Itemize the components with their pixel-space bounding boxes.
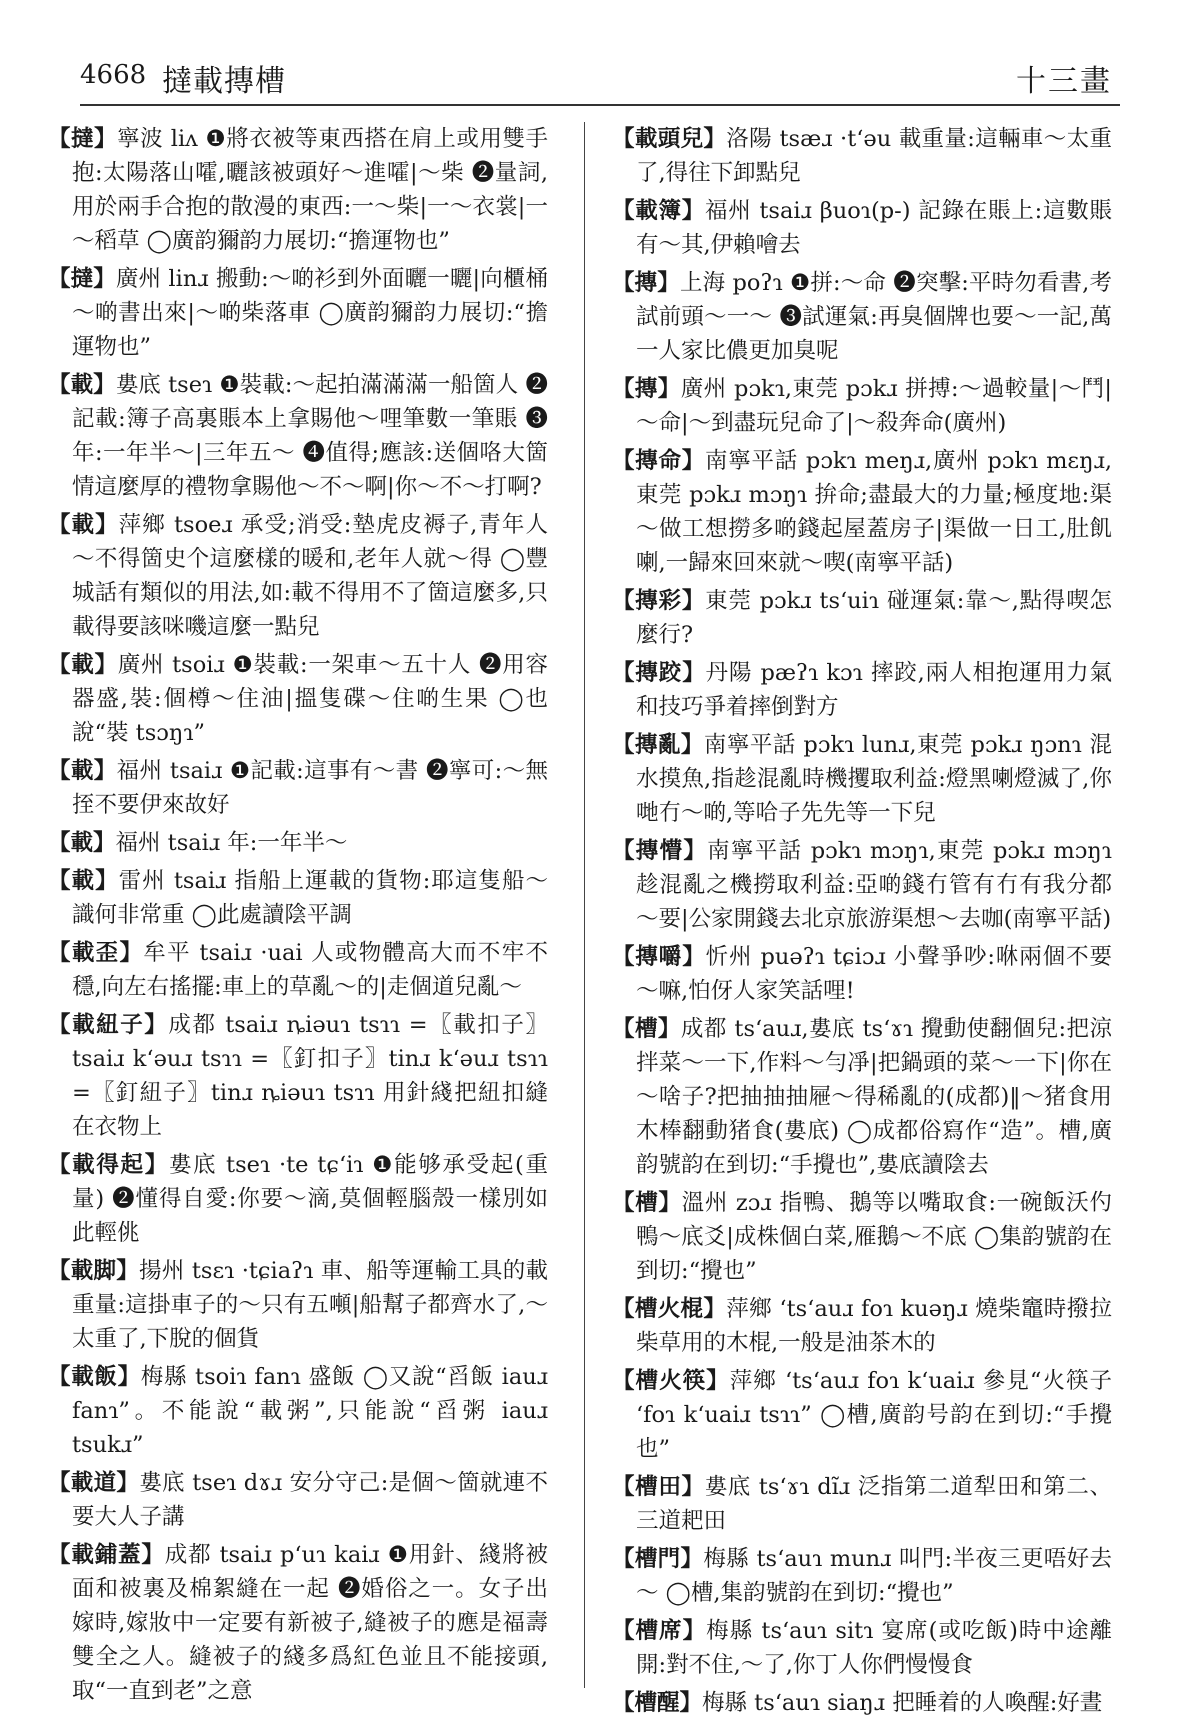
entry-text: 牟平 tsaiɹ ·uai 人或物體高大而不牢不穩,向左右搖擺:車上的草亂～的|走個道兒亂～: [72, 940, 548, 1000]
entry-headword: 【載】: [48, 830, 116, 856]
dictionary-entry: [48, 1360, 548, 1462]
dictionary-entry: [48, 936, 548, 1004]
dictionary-entry: [612, 122, 1112, 190]
dictionary-entry: [48, 826, 548, 860]
dictionary-entry: [612, 1470, 1112, 1538]
entry-text: 南寧平話 pɔkɿ lunɹ,東莞 pɔkɹ ŋɔnɿ 混水摸魚,指趁混亂時機攫取利益:燈黑喇燈滅了,你哋冇～啲,等哈子先先等一下兒: [636, 732, 1112, 826]
header-title: 撻載摶槽: [162, 64, 286, 99]
entry-headword: 【槽門】: [612, 1546, 704, 1572]
dictionary-entry: [48, 754, 548, 822]
entry-text: 梅縣 tsoiɿ fanɿ 盛飯 ◯又說“舀飯 iauɹ fanɿ”。不能說“載粥”,只能說“舀粥 iauɹ tsukɹ”: [72, 1364, 548, 1458]
dictionary-entry: [612, 656, 1112, 724]
entry-headword: 【載紐子】: [48, 1012, 169, 1038]
dictionary-entry: [612, 834, 1112, 936]
column-divider: [584, 122, 585, 1688]
dictionary-entry: [612, 1542, 1112, 1610]
entry-text: 福州 tsaiɹ ❶記載:這事有～書 ❷寧可:～無挃不要伊來故好: [72, 758, 548, 818]
entry-headword: 【槽席】: [612, 1618, 707, 1644]
dictionary-entry: [612, 940, 1112, 1008]
entry-text: 成都 tsaiɹ ȵiəuɿ tsɿɿ =〖載扣子〗tsaiɹ kʻəuɹ tsɿɿ =〖釘扣子〗tinɹ kʻəuɹ tsɿɿ =〖釘紐子〗tinɹ ȵiəuɿ tsɿɿ 用針綫把紐扣縫在衣物上: [72, 1012, 548, 1140]
dictionary-entry: [48, 1466, 548, 1534]
dictionary-entry: [612, 1686, 1112, 1720]
page-header: [80, 40, 1120, 106]
entry-headword: 【槽】: [612, 1016, 681, 1042]
entry-text: 梅縣 tsʻauɿ siaŋɹ 把睡着的人喚醒:好晝: [702, 1690, 1103, 1716]
entry-headword: 【槽火棍】: [612, 1296, 727, 1322]
entry-text: 南寧平話 pɔkɿ meŋɹ,廣州 pɔkɿ mɛŋɹ,東莞 pɔkɹ mɔŋɿ 拚命;盡最大的力量;極度地:渠～做工想撈多啲錢起屋蓋房子|渠做一日工,肚飢喇,一歸來回來就～喫(南寧平話): [636, 448, 1112, 576]
dictionary-entry: [48, 262, 548, 364]
entry-text: 婁底 tseɿ dɤɹ 安分守己:是個～箇就連不要大人子講: [72, 1470, 548, 1530]
entry-text: 梅縣 tsʻauɿ munɹ 叫門:半夜三更唔好去～ ◯槽,集韵號韵在到切:“攪也”: [636, 1546, 1112, 1606]
dictionary-entry: [48, 368, 548, 504]
left-column: [48, 122, 548, 1704]
entry-text: 成都 tsʻauɹ,婁底 tsʻɤɿ 攪動使翻個兒:把涼拌菜～一下,作料～勻凈|把鍋頭的菜～一下|你在～啥子?把抽抽抽屜～得稀亂的(成都)‖～猪食用木棒翻動猪食(婁底) ◯成都俗寫作“造”。槽,廣韵號韵在到切:“手攪也”,婁底讀陰去: [636, 1016, 1112, 1178]
entry-text: 婁底 tsʻɤɿ dĩɹ 泛指第二道犁田和第二、三道耙田: [636, 1474, 1112, 1534]
dictionary-entry: [612, 728, 1112, 830]
entry-headword: 【槽醒】: [612, 1690, 703, 1716]
entry-headword: 【槽】: [612, 1190, 682, 1216]
dictionary-entry: [612, 1012, 1112, 1182]
entry-text: 福州 tsaiɹ 年:一年半～: [115, 830, 348, 856]
entry-headword: 【載】: [48, 652, 118, 678]
entry-text: 上海 poʔɿ ❶拼:～命 ❷突擊:平時勿看書,考試前頭～一～ ❸試運氣:再臭個牌也要～一記,萬一人家比儂更加臭呢: [636, 270, 1112, 364]
entry-text: 洛陽 tsæɹ ·tʻəu 載重量:這輛車～太重了,得往下卸點兒: [636, 126, 1112, 186]
entry-text: 梅縣 tsʻauɿ sitɿ 宴席(或吃飯)時中途離開:對不住,～了,你丁人你們慢慢食: [636, 1618, 1112, 1678]
entry-headword: 【載鋪蓋】: [48, 1542, 165, 1568]
dictionary-entry: [612, 584, 1112, 652]
dictionary-entry: [612, 1186, 1112, 1288]
dictionary-entry: [612, 372, 1112, 440]
entry-text: 萍鄉 ʻtsʻauɹ foɿ kʻuaiɹ 參見“火筷子 ʻfoɿ kʻuaiɹ tsɿɿ” ◯槽,廣韵号韵在到切:“手攪也”: [636, 1368, 1112, 1462]
entry-headword: 【載脚】: [48, 1258, 139, 1284]
entry-headword: 【載得起】: [48, 1152, 169, 1178]
dictionary-entry: [48, 864, 548, 932]
dictionary-entry: [612, 444, 1112, 580]
entry-headword: 【摶跤】: [612, 660, 706, 686]
entry-text: 丹陽 pæʔɿ kɔɿ 摔跤,兩人相抱運用力氣和技巧爭着摔倒對方: [636, 660, 1112, 720]
dictionary-entry: [48, 1254, 548, 1356]
entry-headword: 【摶亂】: [612, 732, 704, 758]
entry-headword: 【載頭兒】: [612, 126, 727, 152]
entry-text: 婁底 tseɿ ·te tɕʻiɿ ❶能够承受起(重量) ❷懂得自愛:你要～滴,莫個輕腦殼一樣別如此輕佻: [72, 1152, 548, 1246]
entry-headword: 【槽火筷】: [612, 1368, 730, 1394]
entry-text: 萍鄉 ʻtsʻauɹ foɿ kuəŋɹ 燒柴竈時撥拉柴草用的木棍,一般是油茶木的: [636, 1296, 1112, 1356]
entry-headword: 【載道】: [48, 1470, 140, 1496]
dictionary-entry: [48, 1538, 548, 1708]
entry-headword: 【載簿】: [612, 198, 705, 224]
entry-headword: 【載】: [48, 512, 119, 538]
entry-headword: 【撻】: [48, 126, 118, 152]
entry-headword: 【摶懵】: [612, 838, 708, 864]
entry-text: 寧波 liʌ ❶將衣被等東西搭在肩上或用雙手抱:太陽落山嚯,曬該被頭好～進嚯|～柴 ❷量詞,用於兩手合抱的散漫的東西:一～柴|一～衣裳|一～稻草 ◯廣韵獮韵力展切:“擔運物也”: [72, 126, 548, 254]
entry-text: 萍鄉 tsoeɹ 承受;消受:墊虎皮褥子,青年人～不得箇史个這麼樣的暖和,老年人就～得 ◯豐城話有類似的用法,如:載不得用不了箇這麼多,只載得要該咪嘰這麼一點兒: [72, 512, 548, 640]
dictionary-entry: [612, 266, 1112, 368]
dictionary-entry: [612, 1364, 1112, 1466]
right-column: [612, 122, 1112, 1716]
entry-text: 廣州 linɹ 搬動:～啲衫到外面曬一曬|向櫃桶～啲書出來|～啲柴落車 ◯廣韵獮韵力展切:“擔運物也”: [72, 266, 548, 360]
dictionary-entry: [48, 508, 548, 644]
dictionary-entry: [48, 122, 548, 258]
dictionary-entry: [48, 648, 548, 750]
dictionary-entry: [48, 1008, 548, 1144]
entry-headword: 【摶】: [612, 270, 680, 296]
entry-headword: 【摶命】: [612, 448, 706, 474]
header-section: 十三畫: [1016, 64, 1112, 99]
entry-headword: 【載】: [48, 868, 119, 894]
entry-headword: 【載】: [48, 372, 116, 398]
entry-text: 溫州 zɔɹ 指鴨、鵝等以嘴取食:一碗飯沃仢鴨～底爻|成株個白菜,雁鵝～不底 ◯集韵號韵在到切:“攪也”: [636, 1190, 1112, 1284]
entry-headword: 【摶嚼】: [612, 944, 706, 970]
entry-text: 揚州 tsɛɿ ·tɕiaʔɿ 車、船等運輸工具的載重量:這掛車子的～只有五噸|船幫子都齊水了,～太重了,下脫的個貨: [72, 1258, 548, 1352]
dictionary-entry: [612, 194, 1112, 262]
dictionary-entry: [612, 1292, 1112, 1360]
entry-headword: 【撻】: [48, 266, 116, 292]
entry-headword: 【載飯】: [48, 1364, 141, 1390]
entry-text: 南寧平話 pɔkɿ mɔŋɿ,東莞 pɔkɹ mɔŋɿ 趁混亂之機撈取利益:亞啲錢冇管有冇有我分都～要|公家開錢去北京旅游渠想～去咖(南寧平話): [636, 838, 1112, 932]
entry-text: 雷州 tsaiɹ 指船上運載的貨物:耶這隻船～識何非常重 ◯此處讀陰平調: [72, 868, 548, 928]
dictionary-entry: [612, 1614, 1112, 1682]
dictionary-entry: [48, 1148, 548, 1250]
entry-text: 成都 tsaiɹ pʻuɿ kaiɹ ❶用針、綫將被面和被裏及棉絮縫在一起 ❷婚俗之一。女子出嫁時,嫁妝中一定要有新被子,縫被子的應是福壽雙全之人。縫被子的綫多爲紅色並且不能接頭,取“一直到老”之意: [72, 1542, 548, 1704]
entry-text: 福州 tsaiɹ βuoɿ(p-) 記錄在賬上:這數賬有～其,伊賴噲去: [636, 198, 1112, 258]
entry-headword: 【摶】: [612, 376, 681, 402]
entry-headword: 【摶彩】: [612, 588, 706, 614]
entry-headword: 【載】: [48, 758, 117, 784]
entry-text: 婁底 tseɿ ❶裝載:～起拍滿滿滿一船箇人 ❷記載:簿子高裏賬本上拿賜他～哩筆數一筆賬 ❸年:一年半～|三年五～ ❹值得;應該:送個咯大箇情這麼厚的禮物拿賜他～不～啊|你～不～打啊?: [72, 372, 548, 500]
entry-text: 東莞 pɔkɹ tsʻuiɿ 碰運氣:靠～,點得喫怎麼行?: [636, 588, 1112, 648]
entry-headword: 【載歪】: [48, 940, 144, 966]
entry-text: 忻州 puəʔɿ tɕiɔɹ 小聲爭吵:咻兩個不要～嘛,怕伢人家笑話哩!: [636, 944, 1112, 1004]
header-rule: [80, 104, 1120, 106]
entry-headword: 【槽田】: [612, 1474, 705, 1500]
entry-text: 廣州 pɔkɿ,東莞 pɔkɹ 拼搏:～過較量|～鬥|～命|～到盡玩兒命了|～殺奔命(廣州): [636, 376, 1112, 436]
entry-text: 廣州 tsoiɹ ❶裝載:一架車～五十人 ❷用容器盛,裝:個樽～住油|搵隻碟～住啲生果 ◯也說“裝 tsɔŋɿ”: [72, 652, 548, 746]
page-number: 4668: [80, 60, 147, 90]
